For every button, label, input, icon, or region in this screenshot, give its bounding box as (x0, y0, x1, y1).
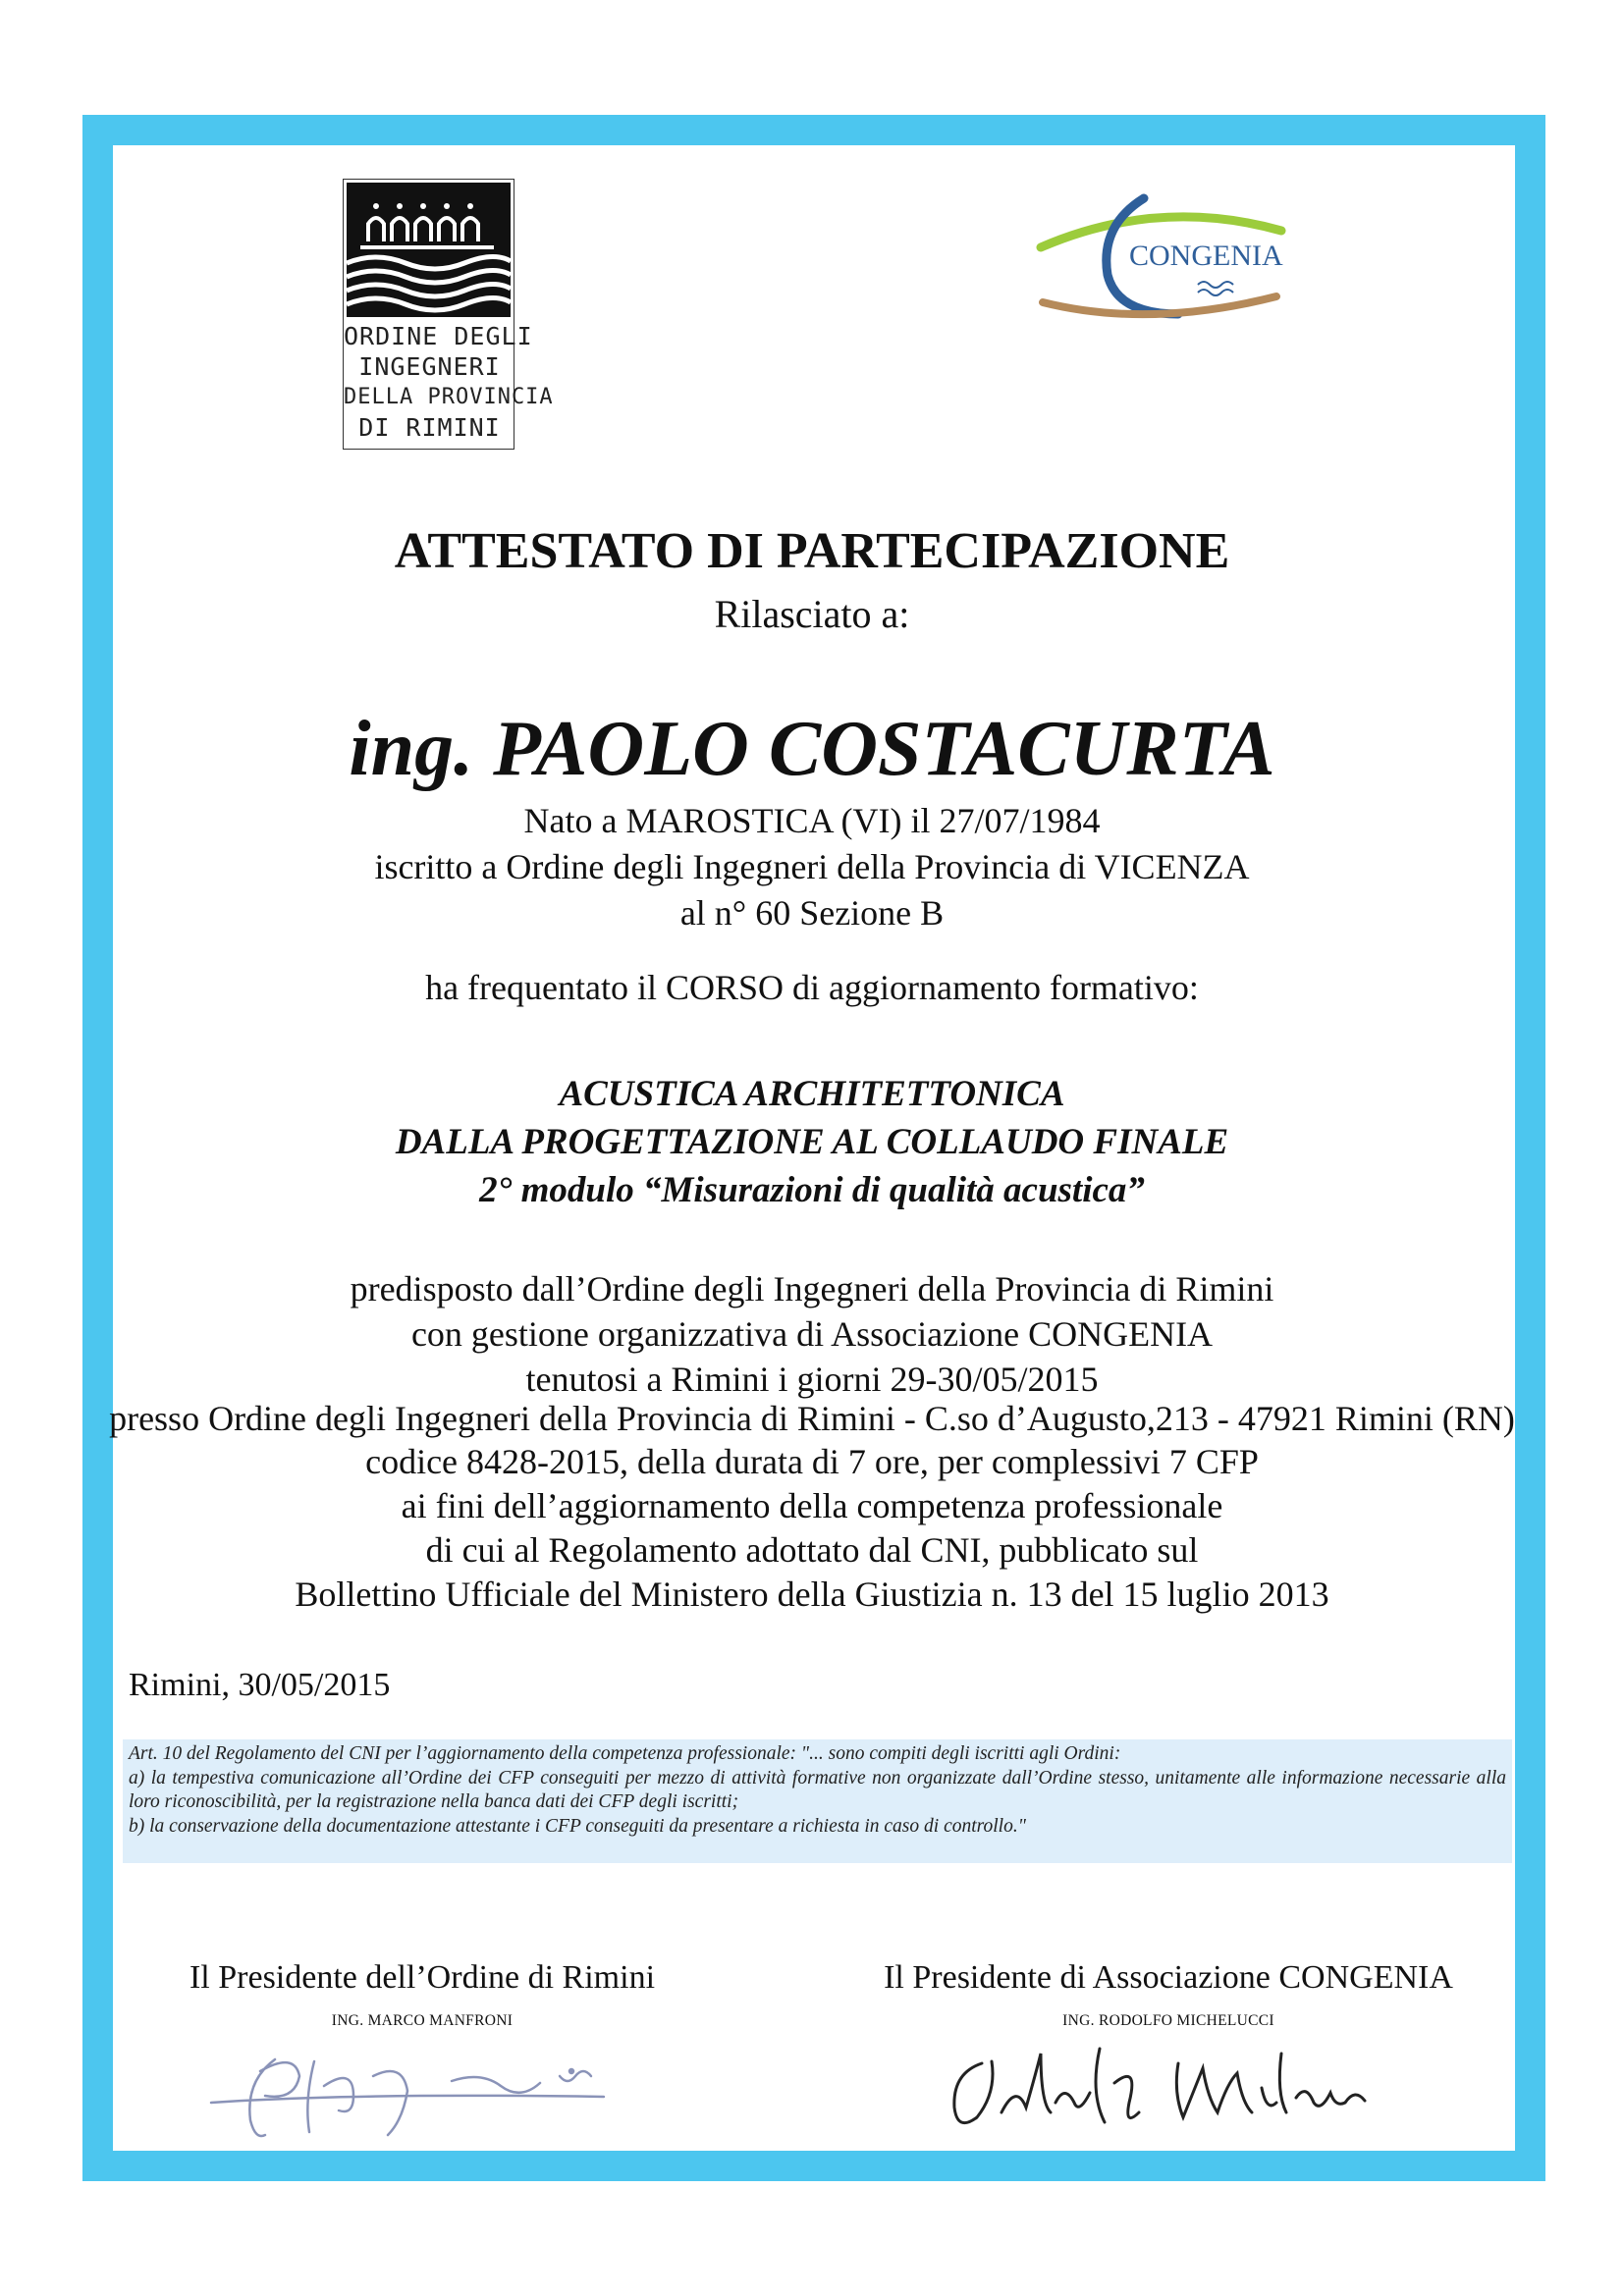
signature-right-name: ING. RODOLFO MICHELUCCI (1062, 2012, 1274, 2029)
congenia-logo-text: CONGENIA (1129, 240, 1283, 272)
recipient-number: al n° 60 Sezione B (679, 893, 945, 933)
detail-line-7: di cui al Regolamento adottato dal CNI, pubblicato sul (425, 1530, 1199, 1570)
course-title-line-1: ACUSTICA ARCHITETTONICA (559, 1074, 1065, 1114)
detail-line-1: predisposto dall’Ordine degli Ingegneri della Provincia di Rimini (350, 1269, 1274, 1308)
note-line-1: Art. 10 del Regolamento del CNI per l’aggiornamento della competenza professionale: "... sono compiti degli iscritti agli Ordini: (129, 1743, 1121, 1764)
course-title-line-3: 2° modulo “Misurazioni di qualità acustica” (479, 1170, 1145, 1210)
ordine-logo-line-4: DI RIMINI (358, 413, 501, 442)
regulation-note (123, 1739, 1512, 1863)
recipient-birth: Nato a MAROSTICA (VI) il 27/07/1984 (523, 801, 1101, 840)
ordine-logo-line-2: INGEGNERI (358, 352, 501, 381)
attended-statement: ha frequentato il CORSO di aggiornamento formativo: (425, 968, 1199, 1007)
place-date: Rimini, 30/05/2015 (129, 1667, 391, 1703)
congenia-logo (1031, 187, 1296, 334)
detail-line-2: con gestione organizzativa di Associazione CONGENIA (410, 1314, 1214, 1354)
note-line-2: a) la tempestiva comunicazione all’Ordine dei CFP conseguiti per mezzo di attività formative non organizzate dall’Ordine stesso, unitamente alle informazione necessarie alla loro riconoscibilità, per la registrazione nella banca dati dei CFP degli iscritti; (129, 1767, 1506, 1812)
ordine-logo-line-1: ORDINE DEGLI (344, 322, 533, 350)
ordine-rimini-logo (343, 179, 554, 450)
detail-line-4: presso Ordine degli Ingegneri della Provincia di Rimini - C.so d’Augusto,213 - 47921 Rimini (RN) (109, 1399, 1515, 1438)
detail-line-6: ai fini dell’aggiornamento della competenza professionale (401, 1486, 1223, 1525)
recipient-registration: iscritto a Ordine degli Ingegneri della Provincia di VICENZA (374, 847, 1250, 886)
signature-right-role: Il Presidente di Associazione CONGENIA (884, 1959, 1453, 1996)
note-line-3: b) la conservazione della documentazione attestante i CFP conseguiti da presentare a richiesta in caso di controllo." (129, 1815, 1026, 1837)
ordine-logo-line-3: DELLA PROVINCIA (344, 385, 554, 409)
signature-left-handwriting (206, 2042, 619, 2155)
recipient-name: ing. PAOLO COSTACURTA (349, 706, 1275, 792)
detail-line-5: codice 8428-2015, della durata di 7 ore, per complessivi 7 CFP (365, 1442, 1259, 1481)
detail-line-3: tenutosi a Rimini i giorni 29-30/05/2015 (525, 1360, 1099, 1399)
certificate-title: ATTESTATO DI PARTECIPAZIONE (394, 523, 1230, 579)
course-title-line-2: DALLA PROGETTAZIONE AL COLLAUDO FINALE (395, 1122, 1229, 1162)
signature-left-name: ING. MARCO MANFRONI (331, 2012, 514, 2029)
signature-left-role: Il Presidente dell’Ordine di Rimini (189, 1959, 656, 1996)
detail-line-8: Bollettino Ufficiale del Ministero della Giustizia n. 13 del 15 luglio 2013 (295, 1575, 1329, 1614)
issued-to-label: Rilasciato a: (714, 592, 910, 636)
signature-right-handwriting (943, 2034, 1414, 2147)
arches-waves-icon (347, 183, 511, 317)
